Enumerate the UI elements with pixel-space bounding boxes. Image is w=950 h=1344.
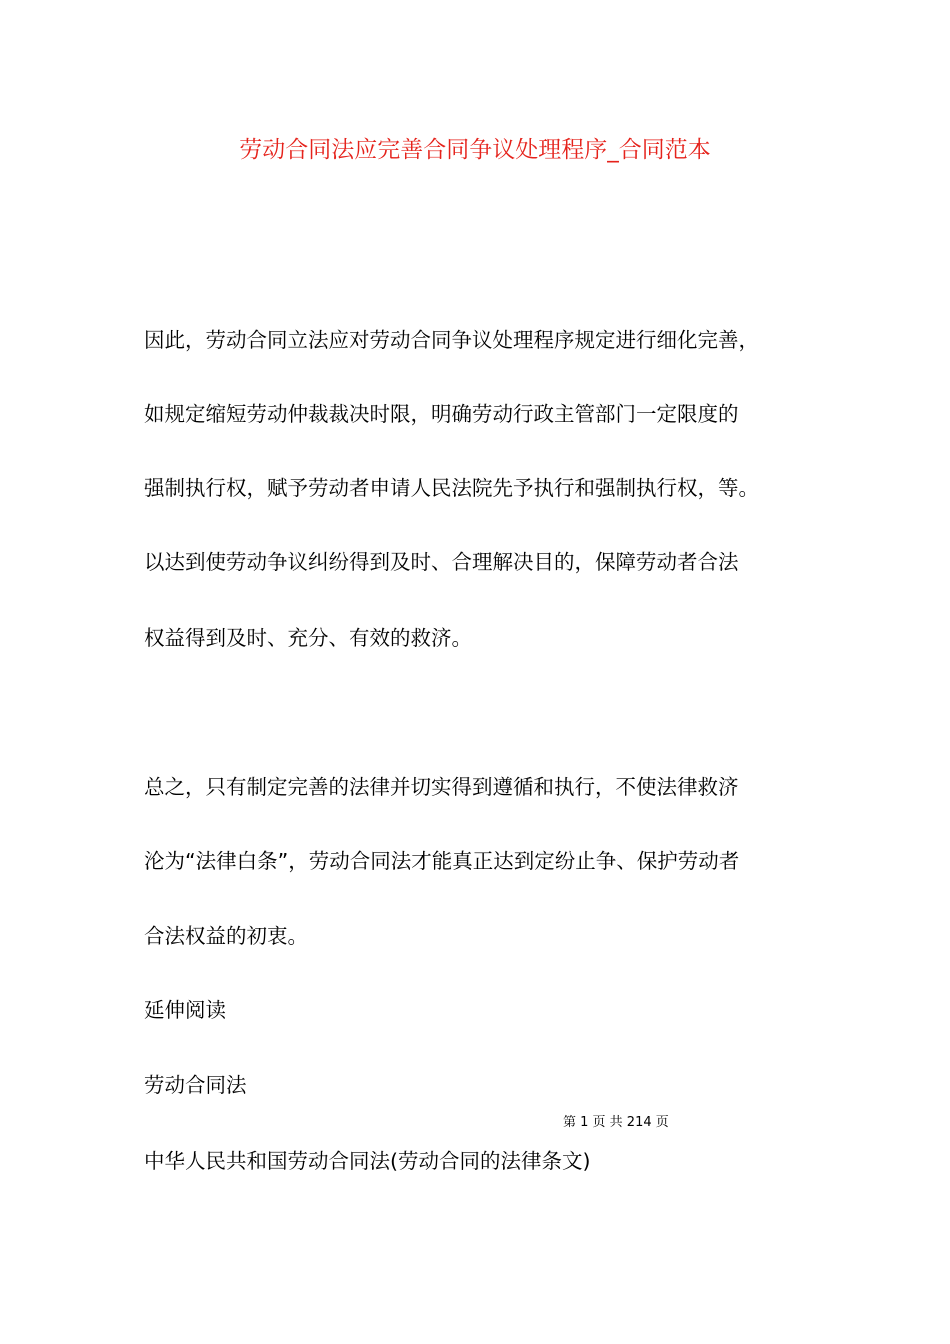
section-heading: 劳动合同法 <box>144 1073 247 1097</box>
paragraph-2-line-1: 总之，只有制定完善的法律并切实得到遵循和执行，不使法律救济 <box>144 775 739 799</box>
paragraph-1-line-3: 强制执行权，赋予劳动者申请人民法院先予执行和强制执行权，等。 <box>144 476 759 500</box>
paragraph-1-line-5: 权益得到及时、充分、有效的救济。 <box>144 626 472 650</box>
paragraph-1-line-2: 如规定缩短劳动仲裁裁决时限，明确劳动行政主管部门一定限度的 <box>144 402 739 426</box>
extended-reading-heading: 延伸阅读 <box>144 998 226 1022</box>
paragraph-2-line-3: 合法权益的初衷。 <box>144 924 308 948</box>
paragraph-1-line-4: 以达到使劳动争议纠纷得到及时、合理解决目的，保障劳动者合法 <box>144 550 739 574</box>
paragraph-1-line-1: 因此，劳动合同立法应对劳动合同争议处理程序规定进行细化完善， <box>144 328 759 352</box>
law-title-line: 中华人民共和国劳动合同法(劳动合同的法律条文) <box>144 1149 591 1173</box>
document-title: 劳动合同法应完善合同争议处理程序_合同范本 <box>239 137 711 163</box>
paragraph-2-line-2: 沦为“法律白条”，劳动合同法才能真正达到定纷止争、保护劳动者 <box>144 849 740 873</box>
page-number-footer: 第 1 页 共 214 页 <box>563 1115 669 1130</box>
